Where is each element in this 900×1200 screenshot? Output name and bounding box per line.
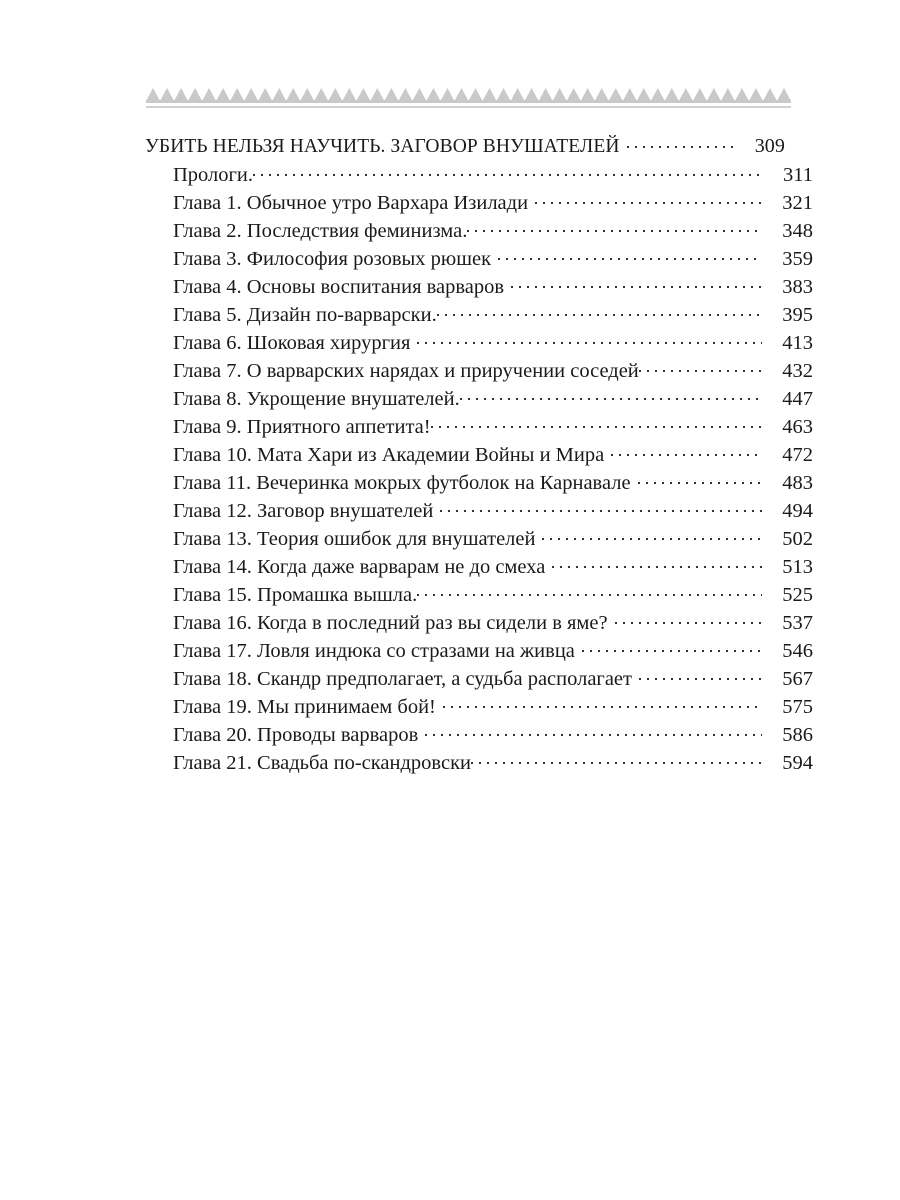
toc-leader-dots <box>511 272 762 293</box>
toc-leader-dots <box>552 552 762 573</box>
toc-leader-dots <box>615 608 762 629</box>
toc-leader-dots <box>253 160 762 181</box>
toc-leader-dots <box>627 133 734 153</box>
toc-entry-row[interactable] <box>145 608 813 636</box>
toc-entry-row[interactable] <box>145 748 813 776</box>
toc-leader-dots <box>425 720 762 741</box>
toc-leader-dots <box>437 300 762 321</box>
toc-entry-page: 472 <box>782 443 813 466</box>
toc-entry-row[interactable] <box>145 216 813 244</box>
toc-entry-label: Глава 10. Мата Хари из Академии Войны и Мира <box>173 443 605 466</box>
toc-entry-row[interactable] <box>145 720 813 748</box>
toc-entry-page: 483 <box>782 471 813 494</box>
toc-entry-page: 494 <box>782 499 813 522</box>
toc-entry-page: 546 <box>782 639 813 662</box>
toc-entry-label: Глава 18. Скандр предполагает, а судьба располагает <box>173 667 632 690</box>
table-of-contents <box>145 132 813 776</box>
toc-leader-dots <box>498 244 762 265</box>
toc-entry-label: Глава 4. Основы воспитания варваров <box>173 275 505 298</box>
toc-entry-page: 575 <box>782 695 813 718</box>
toc-leader-dots <box>443 692 762 713</box>
toc-entry-row[interactable] <box>145 328 813 356</box>
toc-leader-dots <box>611 440 762 461</box>
toc-entry-row[interactable] <box>145 300 813 328</box>
toc-entry-label: Глава 6. Шоковая хирургия <box>173 331 411 354</box>
toc-entry-page: 447 <box>782 387 813 410</box>
toc-entry-label: Глава 11. Вечеринка мокрых футболок на Карнавале <box>173 471 631 494</box>
toc-entry-page: 502 <box>782 527 813 550</box>
toc-entry-label: Глава 17. Ловля индюка со стразами на живца <box>173 639 575 662</box>
toc-entry-page: 413 <box>782 331 813 354</box>
toc-leader-dots <box>440 496 762 517</box>
toc-entry-label: Глава 5. Дизайн по-варварски. <box>173 303 437 326</box>
toc-entry-row[interactable] <box>145 496 813 524</box>
toc-entry-label: Глава 8. Укрощение внушателей. <box>173 387 460 410</box>
toc-entry-page: 463 <box>782 415 813 438</box>
toc-entry-row[interactable] <box>145 524 813 552</box>
toc-entry-row[interactable] <box>145 692 813 720</box>
toc-entry-row[interactable] <box>145 160 813 188</box>
toc-leader-dots <box>582 636 762 657</box>
toc-leader-dots <box>467 216 762 237</box>
toc-entry-label: Глава 19. Мы принимаем бой! <box>173 695 436 718</box>
toc-leader-dots <box>460 384 762 405</box>
toc-entry-page: 432 <box>782 359 813 382</box>
toc-entry-label: Прологи. <box>173 163 254 186</box>
toc-leader-dots <box>431 412 762 433</box>
toc-entry-page: 537 <box>782 611 813 634</box>
toc-entry-row[interactable] <box>145 272 813 300</box>
toc-entry-row[interactable] <box>145 580 813 608</box>
toc-entry-page: 567 <box>782 667 813 690</box>
toc-entry-page: 321 <box>782 191 813 214</box>
toc-entry-label: Глава 9. Приятного аппетита! <box>173 415 431 438</box>
toc-part-title-label: УБИТЬ НЕЛЬЗЯ НАУЧИТЬ. ЗАГОВОР ВНУШАТЕЛЕЙ <box>145 136 620 157</box>
toc-entry-page: 383 <box>782 275 813 298</box>
toc-entry-page: 311 <box>783 163 813 186</box>
toc-entry-label: Глава 16. Когда в последний раз вы сидели в яме? <box>173 611 608 634</box>
toc-entry-label: Глава 15. Промашка вышла. <box>173 583 418 606</box>
toc-entry-page: 513 <box>782 555 813 578</box>
toc-entry-row[interactable] <box>145 412 813 440</box>
toc-leader-dots <box>535 188 762 209</box>
toc-leader-dots <box>417 580 762 601</box>
toc-entry-row[interactable] <box>145 552 813 580</box>
toc-leader-dots <box>417 328 762 349</box>
toc-entry-label: Глава 3. Философия розовых рюшек <box>173 247 492 270</box>
divider-bar <box>146 100 791 103</box>
toc-entry-page: 359 <box>782 247 813 270</box>
toc-entry-row[interactable] <box>145 356 813 384</box>
toc-leader-dots <box>471 748 762 769</box>
toc-entry-row[interactable] <box>145 244 813 272</box>
toc-entry-label: Глава 12. Заговор внушателей <box>173 499 434 522</box>
toc-entry-page: 586 <box>782 723 813 746</box>
toc-leader-dots <box>639 356 762 377</box>
toc-entry-label: Глава 20. Проводы варваров <box>173 723 419 746</box>
toc-entry-page: 348 <box>782 219 813 242</box>
toc-entry-label: Глава 2. Последствия феминизма. <box>173 219 468 242</box>
toc-part-title-page: 309 <box>754 135 785 157</box>
toc-leader-dots <box>542 524 762 545</box>
toc-entry-label: Глава 13. Теория ошибок для внушателей <box>173 527 536 550</box>
divider-hairline <box>146 106 791 108</box>
toc-part-title-row[interactable] <box>145 132 785 160</box>
toc-entry-label: Глава 14. Когда даже варварам не до смеха <box>173 555 546 578</box>
sawtooth-divider <box>146 88 791 110</box>
toc-entry-page: 395 <box>782 303 813 326</box>
toc-entry-row[interactable] <box>145 468 813 496</box>
toc-entry-page: 525 <box>782 583 813 606</box>
toc-leader-dots <box>639 664 762 685</box>
toc-entry-label: Глава 21. Свадьба по-скандровски <box>173 751 472 774</box>
toc-leader-dots <box>638 468 762 489</box>
toc-entry-row[interactable] <box>145 188 813 216</box>
toc-entry-row[interactable] <box>145 636 813 664</box>
toc-entry-label: Глава 1. Обычное утро Вархара Изилади <box>173 191 529 214</box>
toc-entry-row[interactable] <box>145 664 813 692</box>
toc-entry-label: Глава 7. О варварских нарядах и приручении соседей <box>173 359 639 382</box>
toc-entry-row[interactable] <box>145 440 813 468</box>
toc-entry-row[interactable] <box>145 384 813 412</box>
toc-entry-page: 594 <box>782 751 813 774</box>
toc-entry-list <box>145 160 813 776</box>
